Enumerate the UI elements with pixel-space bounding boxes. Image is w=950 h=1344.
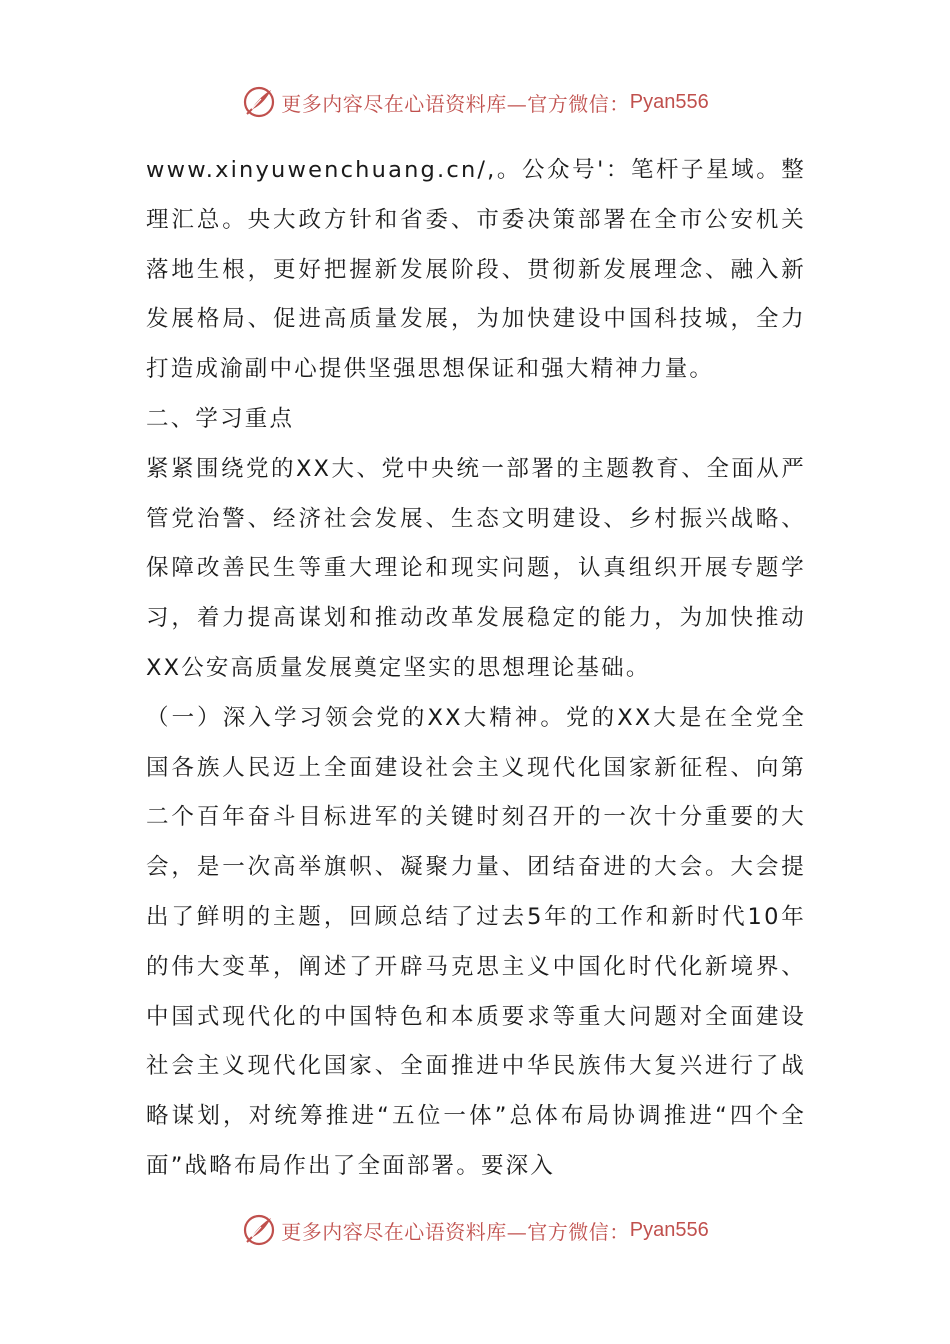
- feather-pen-circle-icon: [241, 84, 277, 120]
- feather-pen-circle-icon: [241, 1212, 277, 1248]
- header-banner-handle: Pyan556: [629, 90, 709, 113]
- footer-banner-text: 更多内容尽在心语资料库—官方微信：: [281, 1219, 630, 1244]
- paragraph-focus: 紧紧围绕党的XX大、党中央统一部署的主题教育、全面从严管党治警、经济社会发展、生态文明建设、乡村振兴战略、保障改善民生等重大理论和现实问题，认真组织开展专题学习，着力提高谋划和推动改革发展稳定的能力，为加快推动XX公安高质量发展奠定坚实的思想理论基础。: [146, 455, 806, 681]
- section-heading: 二、学习重点: [146, 405, 295, 432]
- header-banner: [0, 82, 950, 122]
- paragraph-intro: www.xinyuwenchuang.cn/,。公众号'：笔杆子星域。整理汇总。央大政方针和省委、市委决策部署在全市公安机关落地生根，更好把握新发展阶段、贯彻新发展理念、融入新发展格局、促进高质量发展，为加快建设中国科技城，全力打造成渝副中心提供坚强思想保证和强大精神力量。: [146, 157, 806, 383]
- paragraph-study-xx: （一）深入学习领会党的XX大精神。党的XX大是在全党全国各族人民迈上全面建设社会主义现代化国家新征程、向第二个百年奋斗目标进军的关键时刻召开的一次十分重要的大会，是一次高举旗帜、凝聚力量、团结奋进的大会。大会提出了鲜明的主题，回顾总结了过去5年的工作和新时代10年的伟大变革，阐述了开辟马克思主义中国化时代化新境界、中国式现代化的中国特色和本质要求等重大问题对全面建设社会主义现代化国家、全面推进中华民族伟大复兴进行了战略谋划，对统筹推进“五位一体”总体布局协调推进“四个全面”战略布局作出了全面部署。要深入: [146, 704, 806, 1179]
- footer-banner: [0, 1210, 950, 1250]
- header-banner-text: 更多内容尽在心语资料库—官方微信：: [281, 91, 630, 116]
- footer-banner-handle: Pyan556: [629, 1218, 709, 1241]
- document-body: [146, 146, 806, 1192]
